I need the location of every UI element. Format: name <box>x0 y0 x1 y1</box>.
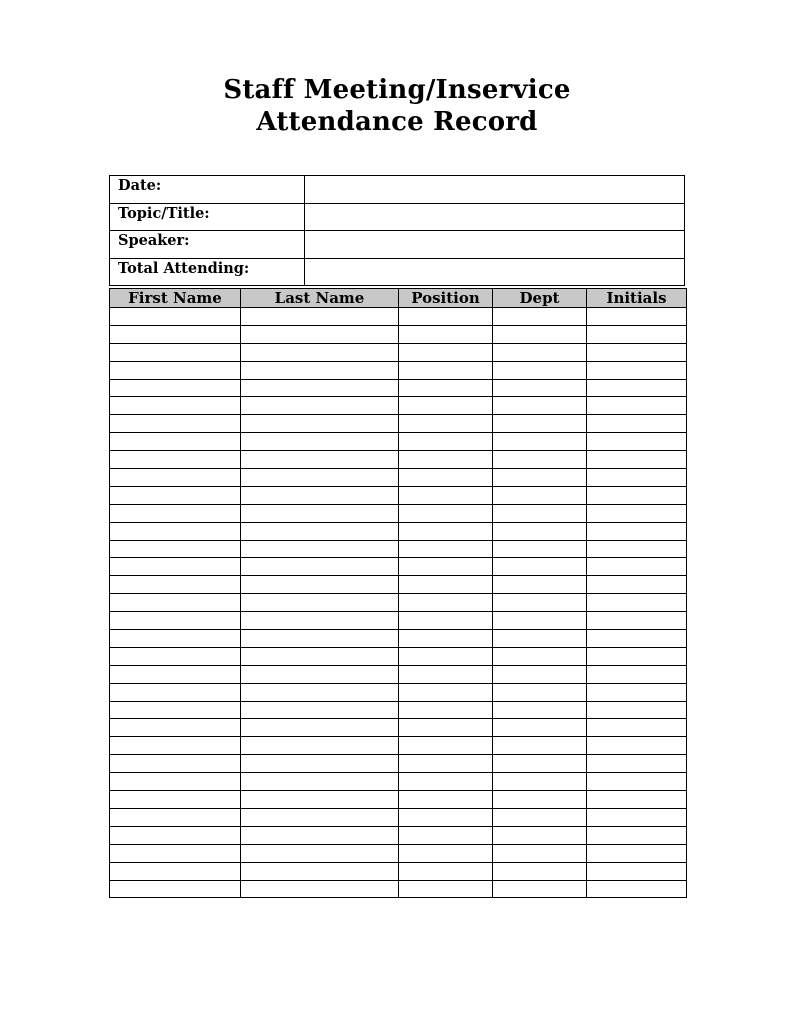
dept-cell[interactable] <box>493 469 587 487</box>
initials-cell[interactable] <box>587 379 687 397</box>
title-line-1: Staff Meeting/Inservice <box>223 75 571 105</box>
table-row <box>110 647 687 665</box>
position-cell[interactable] <box>399 594 493 612</box>
position-cell[interactable] <box>399 308 493 326</box>
initials-cell[interactable] <box>587 826 687 844</box>
position-cell[interactable] <box>399 469 493 487</box>
position-cell[interactable] <box>399 719 493 737</box>
table-row <box>110 612 687 630</box>
dept-cell[interactable] <box>493 808 587 826</box>
attendance-header-row <box>110 289 687 308</box>
table-row <box>110 880 687 898</box>
total-attending-field[interactable] <box>305 258 685 286</box>
dept-cell[interactable] <box>493 665 587 683</box>
table-row <box>110 844 687 862</box>
position-cell[interactable] <box>399 558 493 576</box>
first-name-cell[interactable] <box>110 451 241 469</box>
info-row-topic <box>110 203 685 231</box>
initials-cell[interactable] <box>587 755 687 773</box>
last-name-cell[interactable] <box>241 451 399 469</box>
last-name-cell[interactable] <box>241 325 399 343</box>
last-name-cell[interactable] <box>241 415 399 433</box>
dept-cell[interactable] <box>493 755 587 773</box>
position-cell[interactable] <box>399 630 493 648</box>
initials-cell[interactable] <box>587 504 687 522</box>
initials-cell[interactable] <box>587 880 687 898</box>
position-cell[interactable] <box>399 612 493 630</box>
last-name-cell[interactable] <box>241 361 399 379</box>
table-row <box>110 683 687 701</box>
dept-cell[interactable] <box>493 451 587 469</box>
initials-cell[interactable] <box>587 808 687 826</box>
initials-cell[interactable] <box>587 791 687 809</box>
table-row <box>110 522 687 540</box>
last-name-cell[interactable] <box>241 755 399 773</box>
first-name-cell[interactable] <box>110 880 241 898</box>
table-row <box>110 308 687 326</box>
initials-cell[interactable] <box>587 630 687 648</box>
dept-cell[interactable] <box>493 862 587 880</box>
column-header-position: Position <box>399 289 493 308</box>
last-name-cell[interactable] <box>241 880 399 898</box>
table-row <box>110 755 687 773</box>
last-name-cell[interactable] <box>241 844 399 862</box>
table-row <box>110 630 687 648</box>
dept-cell[interactable] <box>493 308 587 326</box>
dept-cell[interactable] <box>493 343 587 361</box>
first-name-cell[interactable] <box>110 826 241 844</box>
position-cell[interactable] <box>399 486 493 504</box>
last-name-cell[interactable] <box>241 737 399 755</box>
first-name-cell[interactable] <box>110 737 241 755</box>
table-row <box>110 808 687 826</box>
position-cell[interactable] <box>399 665 493 683</box>
first-name-cell[interactable] <box>110 773 241 791</box>
speaker-label: Speaker: <box>110 231 305 259</box>
dept-cell[interactable] <box>493 594 587 612</box>
table-row <box>110 558 687 576</box>
position-cell[interactable] <box>399 647 493 665</box>
last-name-cell[interactable] <box>241 397 399 415</box>
initials-cell[interactable] <box>587 683 687 701</box>
position-cell[interactable] <box>399 343 493 361</box>
first-name-cell[interactable] <box>110 683 241 701</box>
table-row <box>110 379 687 397</box>
first-name-cell[interactable] <box>110 308 241 326</box>
dept-cell[interactable] <box>493 773 587 791</box>
info-row-speaker <box>110 231 685 259</box>
position-cell[interactable] <box>399 451 493 469</box>
dept-cell[interactable] <box>493 558 587 576</box>
first-name-cell[interactable] <box>110 504 241 522</box>
meeting-info-table <box>109 175 685 286</box>
table-row <box>110 504 687 522</box>
dept-cell[interactable] <box>493 826 587 844</box>
position-cell[interactable] <box>399 683 493 701</box>
position-cell[interactable] <box>399 791 493 809</box>
dept-cell[interactable] <box>493 647 587 665</box>
first-name-cell[interactable] <box>110 862 241 880</box>
last-name-cell[interactable] <box>241 540 399 558</box>
last-name-cell[interactable] <box>241 808 399 826</box>
initials-cell[interactable] <box>587 701 687 719</box>
first-name-cell[interactable] <box>110 755 241 773</box>
last-name-cell[interactable] <box>241 504 399 522</box>
total-attending-label: Total Attending: <box>110 258 305 286</box>
initials-cell[interactable] <box>587 665 687 683</box>
initials-cell[interactable] <box>587 486 687 504</box>
dept-cell[interactable] <box>493 791 587 809</box>
table-row <box>110 737 687 755</box>
table-row <box>110 665 687 683</box>
initials-cell[interactable] <box>587 862 687 880</box>
last-name-cell[interactable] <box>241 343 399 361</box>
position-cell[interactable] <box>399 862 493 880</box>
initials-cell[interactable] <box>587 343 687 361</box>
table-row <box>110 325 687 343</box>
first-name-cell[interactable] <box>110 558 241 576</box>
last-name-cell[interactable] <box>241 701 399 719</box>
first-name-cell[interactable] <box>110 415 241 433</box>
first-name-cell[interactable] <box>110 325 241 343</box>
last-name-cell[interactable] <box>241 433 399 451</box>
last-name-cell[interactable] <box>241 558 399 576</box>
table-row <box>110 397 687 415</box>
position-cell[interactable] <box>399 415 493 433</box>
first-name-cell[interactable] <box>110 808 241 826</box>
last-name-cell[interactable] <box>241 308 399 326</box>
first-name-cell[interactable] <box>110 665 241 683</box>
date-label: Date: <box>110 176 305 204</box>
position-cell[interactable] <box>399 397 493 415</box>
first-name-cell[interactable] <box>110 540 241 558</box>
position-cell[interactable] <box>399 880 493 898</box>
initials-cell[interactable] <box>587 773 687 791</box>
initials-cell[interactable] <box>587 415 687 433</box>
dept-cell[interactable] <box>493 540 587 558</box>
last-name-cell[interactable] <box>241 522 399 540</box>
table-row <box>110 433 687 451</box>
dept-cell[interactable] <box>493 379 587 397</box>
dept-cell[interactable] <box>493 397 587 415</box>
last-name-cell[interactable] <box>241 630 399 648</box>
table-row <box>110 826 687 844</box>
dept-cell[interactable] <box>493 737 587 755</box>
column-header-first-name: First Name <box>110 289 241 308</box>
attendance-rows <box>110 308 687 898</box>
table-row <box>110 469 687 487</box>
position-cell[interactable] <box>399 540 493 558</box>
position-cell[interactable] <box>399 737 493 755</box>
initials-cell[interactable] <box>587 558 687 576</box>
last-name-cell[interactable] <box>241 683 399 701</box>
last-name-cell[interactable] <box>241 862 399 880</box>
position-cell[interactable] <box>399 755 493 773</box>
last-name-cell[interactable] <box>241 379 399 397</box>
date-field[interactable] <box>305 176 685 204</box>
table-row <box>110 791 687 809</box>
first-name-cell[interactable] <box>110 522 241 540</box>
last-name-cell[interactable] <box>241 665 399 683</box>
last-name-cell[interactable] <box>241 791 399 809</box>
info-row-total <box>110 258 685 286</box>
position-cell[interactable] <box>399 808 493 826</box>
info-row-date <box>110 176 685 204</box>
last-name-cell[interactable] <box>241 719 399 737</box>
position-cell[interactable] <box>399 844 493 862</box>
first-name-cell[interactable] <box>110 361 241 379</box>
initials-cell[interactable] <box>587 612 687 630</box>
initials-cell[interactable] <box>587 451 687 469</box>
position-cell[interactable] <box>399 433 493 451</box>
position-cell[interactable] <box>399 522 493 540</box>
dept-cell[interactable] <box>493 844 587 862</box>
initials-cell[interactable] <box>587 594 687 612</box>
first-name-cell[interactable] <box>110 397 241 415</box>
first-name-cell[interactable] <box>110 594 241 612</box>
page-title <box>0 74 794 138</box>
column-header-initials: Initials <box>587 289 687 308</box>
initials-cell[interactable] <box>587 737 687 755</box>
table-row <box>110 486 687 504</box>
first-name-cell[interactable] <box>110 486 241 504</box>
initials-cell[interactable] <box>587 325 687 343</box>
initials-cell[interactable] <box>587 397 687 415</box>
table-row <box>110 594 687 612</box>
first-name-cell[interactable] <box>110 612 241 630</box>
dept-cell[interactable] <box>493 361 587 379</box>
dept-cell[interactable] <box>493 683 587 701</box>
attendance-table <box>109 288 687 898</box>
dept-cell[interactable] <box>493 433 587 451</box>
initials-cell[interactable] <box>587 361 687 379</box>
table-row <box>110 773 687 791</box>
first-name-cell[interactable] <box>110 719 241 737</box>
first-name-cell[interactable] <box>110 844 241 862</box>
last-name-cell[interactable] <box>241 647 399 665</box>
title-line-2: Attendance Record <box>256 107 538 137</box>
position-cell[interactable] <box>399 325 493 343</box>
table-row <box>110 576 687 594</box>
position-cell[interactable] <box>399 361 493 379</box>
dept-cell[interactable] <box>493 612 587 630</box>
position-cell[interactable] <box>399 504 493 522</box>
initials-cell[interactable] <box>587 576 687 594</box>
dept-cell[interactable] <box>493 701 587 719</box>
dept-cell[interactable] <box>493 880 587 898</box>
last-name-cell[interactable] <box>241 612 399 630</box>
first-name-cell[interactable] <box>110 647 241 665</box>
initials-cell[interactable] <box>587 469 687 487</box>
speaker-field[interactable] <box>305 231 685 259</box>
table-row <box>110 415 687 433</box>
first-name-cell[interactable] <box>110 343 241 361</box>
table-row <box>110 701 687 719</box>
table-row <box>110 540 687 558</box>
topic-title-field[interactable] <box>305 203 685 231</box>
position-cell[interactable] <box>399 379 493 397</box>
first-name-cell[interactable] <box>110 630 241 648</box>
position-cell[interactable] <box>399 826 493 844</box>
table-row <box>110 862 687 880</box>
topic-title-label: Topic/Title: <box>110 203 305 231</box>
table-row <box>110 451 687 469</box>
last-name-cell[interactable] <box>241 826 399 844</box>
dept-cell[interactable] <box>493 486 587 504</box>
dept-cell[interactable] <box>493 522 587 540</box>
first-name-cell[interactable] <box>110 379 241 397</box>
position-cell[interactable] <box>399 773 493 791</box>
first-name-cell[interactable] <box>110 791 241 809</box>
last-name-cell[interactable] <box>241 576 399 594</box>
last-name-cell[interactable] <box>241 773 399 791</box>
dept-cell[interactable] <box>493 415 587 433</box>
dept-cell[interactable] <box>493 576 587 594</box>
first-name-cell[interactable] <box>110 469 241 487</box>
dept-cell[interactable] <box>493 504 587 522</box>
dept-cell[interactable] <box>493 719 587 737</box>
initials-cell[interactable] <box>587 647 687 665</box>
column-header-dept: Dept <box>493 289 587 308</box>
initials-cell[interactable] <box>587 844 687 862</box>
last-name-cell[interactable] <box>241 486 399 504</box>
table-row <box>110 719 687 737</box>
initials-cell[interactable] <box>587 719 687 737</box>
table-row <box>110 361 687 379</box>
initials-cell[interactable] <box>587 308 687 326</box>
initials-cell[interactable] <box>587 522 687 540</box>
dept-cell[interactable] <box>493 630 587 648</box>
table-row <box>110 343 687 361</box>
column-header-last-name: Last Name <box>241 289 399 308</box>
dept-cell[interactable] <box>493 325 587 343</box>
position-cell[interactable] <box>399 701 493 719</box>
first-name-cell[interactable] <box>110 433 241 451</box>
initials-cell[interactable] <box>587 433 687 451</box>
last-name-cell[interactable] <box>241 469 399 487</box>
first-name-cell[interactable] <box>110 576 241 594</box>
initials-cell[interactable] <box>587 540 687 558</box>
last-name-cell[interactable] <box>241 594 399 612</box>
first-name-cell[interactable] <box>110 701 241 719</box>
position-cell[interactable] <box>399 576 493 594</box>
